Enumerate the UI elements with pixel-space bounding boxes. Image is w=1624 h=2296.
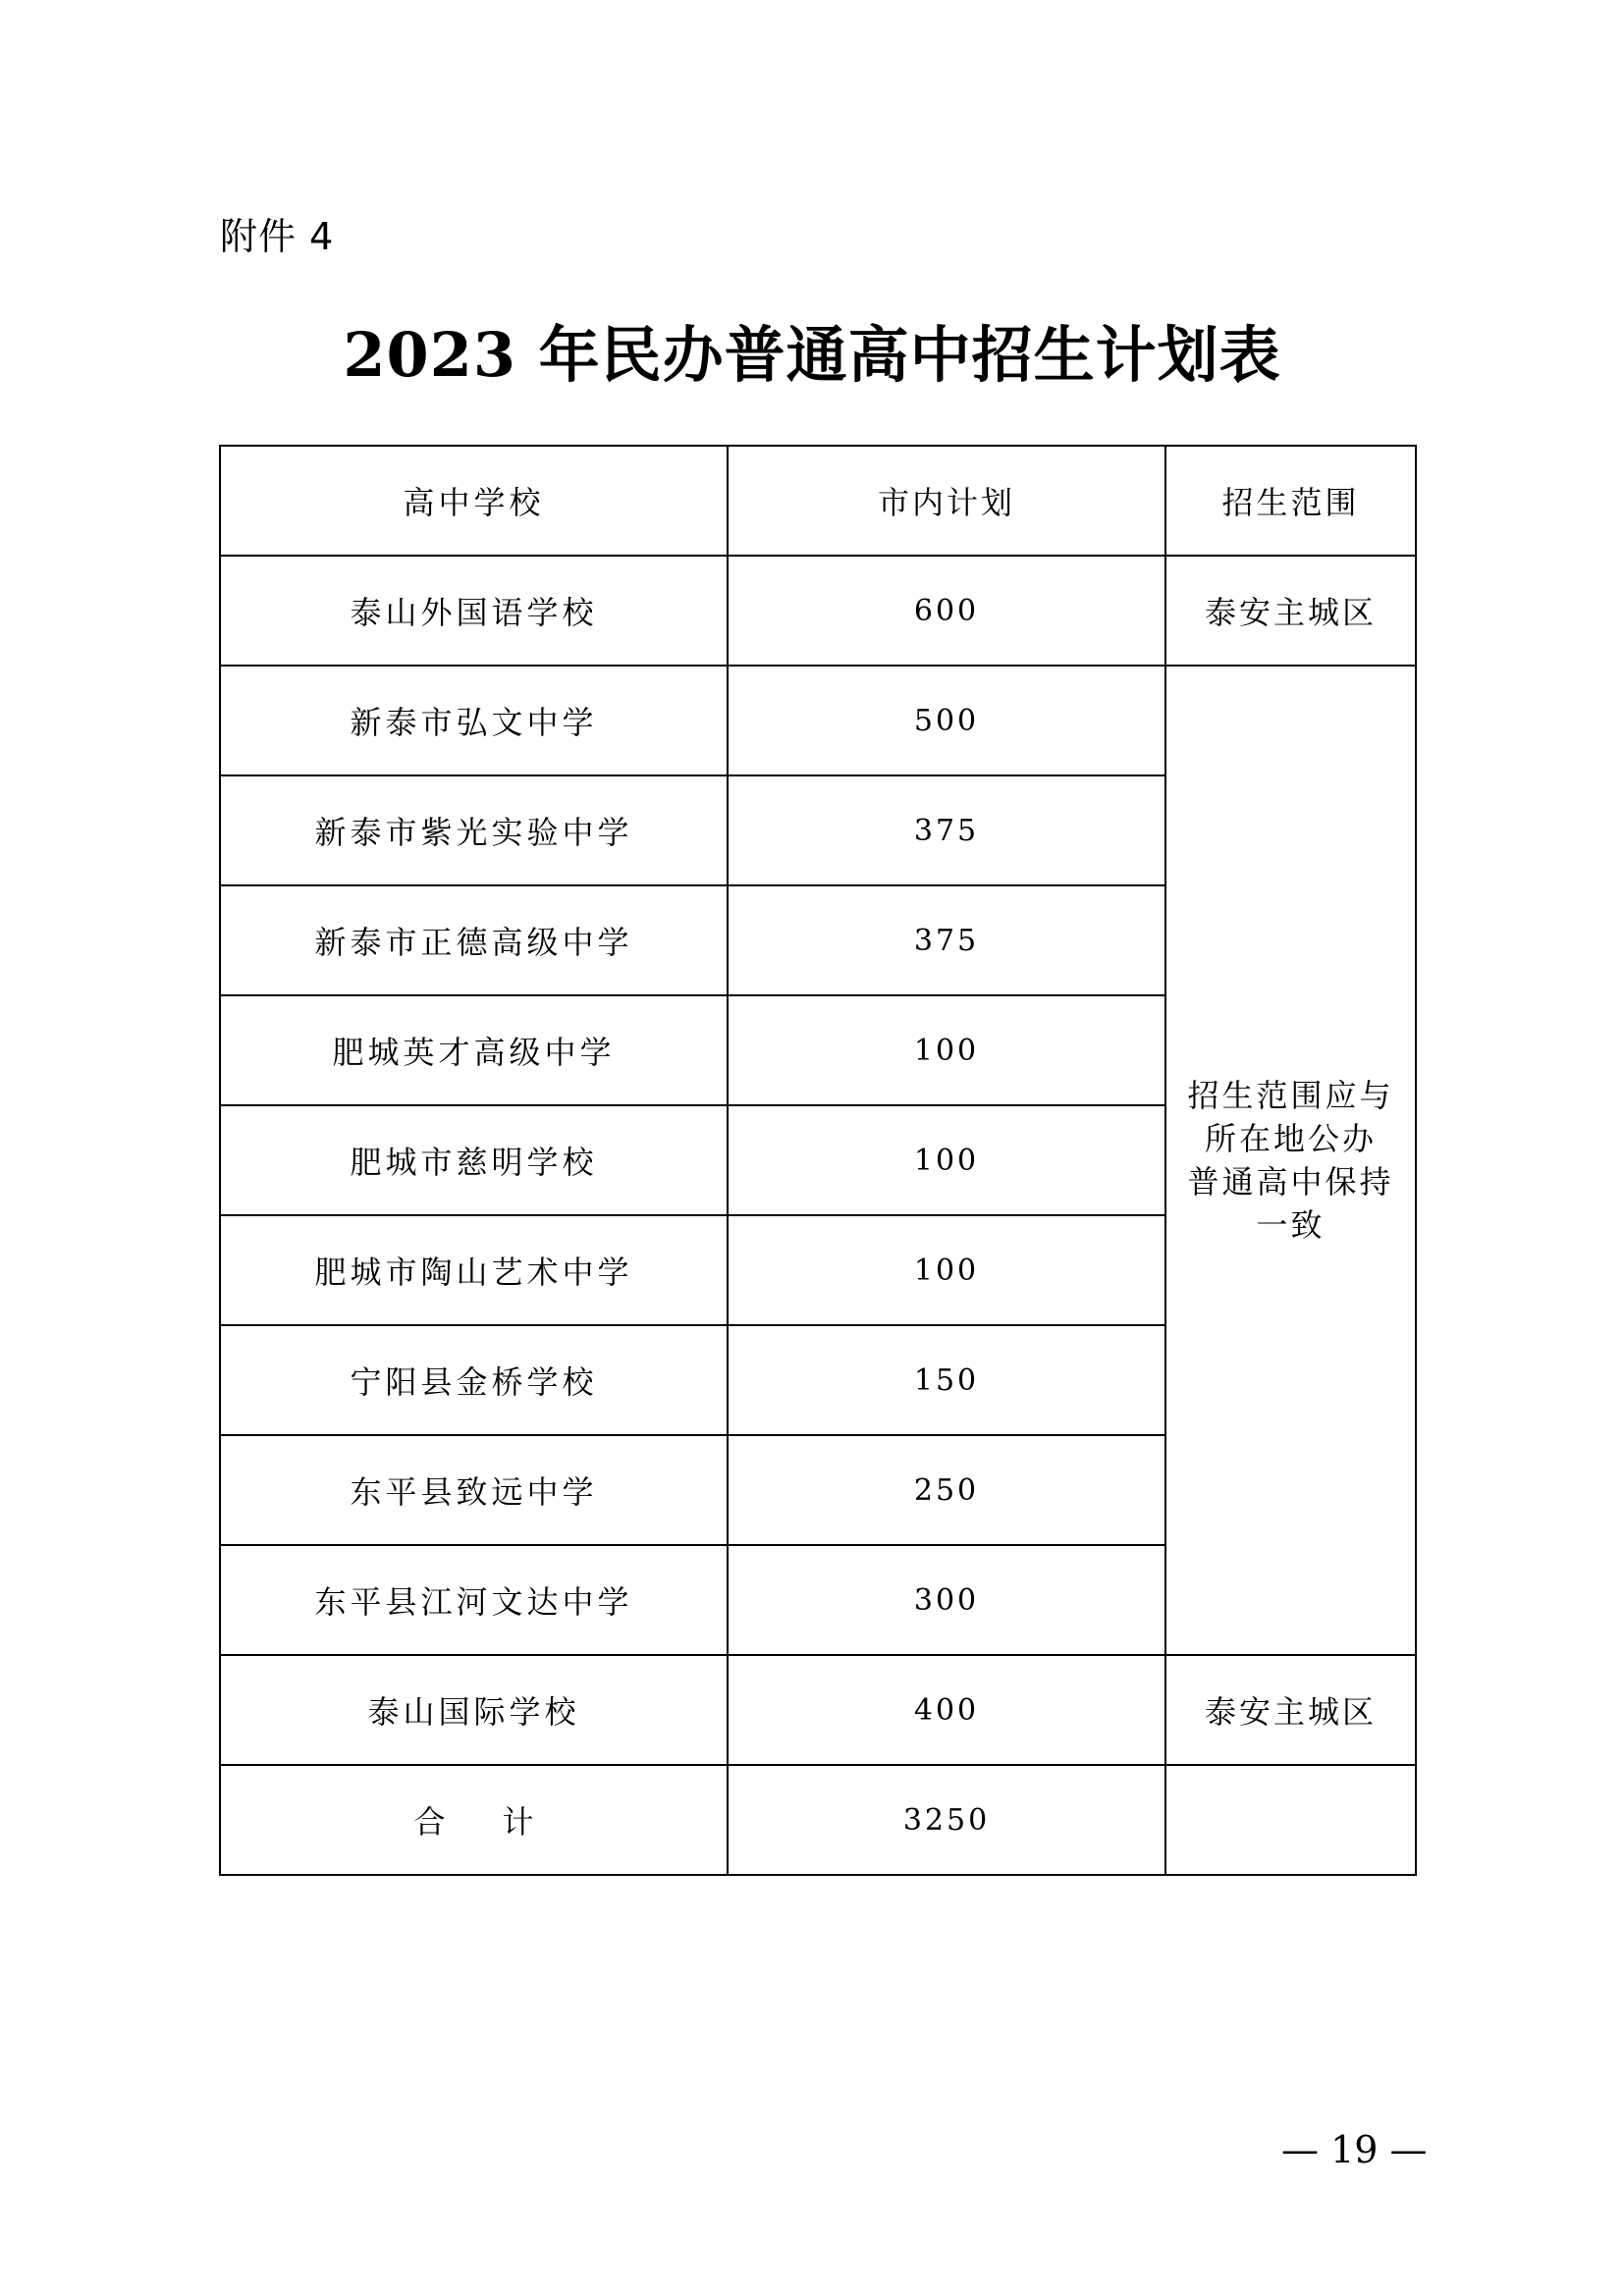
plan-cell: 100 [728, 1215, 1165, 1325]
range-cell: 泰安主城区 [1165, 1655, 1416, 1765]
merged-range-cell [1165, 666, 1416, 1655]
school-cell: 东平县致远中学 [220, 1435, 728, 1545]
plan-cell: 375 [728, 885, 1165, 995]
plan-cell: 100 [728, 1105, 1165, 1215]
table-total-row [220, 1765, 1416, 1875]
school-cell: 新泰市紫光实验中学 [220, 775, 728, 885]
school-cell: 东平县江河文达中学 [220, 1545, 728, 1655]
school-cell: 肥城市慈明学校 [220, 1105, 728, 1215]
total-label-part: 合 [413, 1803, 446, 1841]
header-school: 高中学校 [220, 446, 728, 556]
school-cell: 宁阳县金桥学校 [220, 1325, 728, 1435]
school-cell: 肥城市陶山艺术中学 [220, 1215, 728, 1325]
merged-range-line: 普通高中保持 [1187, 1163, 1394, 1201]
header-plan: 市内计划 [728, 446, 1165, 556]
school-cell: 新泰市正德高级中学 [220, 885, 728, 995]
table-row [220, 666, 1416, 775]
plan-cell: 400 [728, 1655, 1165, 1765]
document-title: 2023 年民办普通高中招生计划表 [343, 319, 1281, 391]
table-header-row [220, 446, 1416, 556]
total-label-part: 计 [502, 1803, 534, 1841]
table-row [220, 1655, 1416, 1765]
total-range-cell [1165, 1765, 1416, 1875]
merged-range-line: 招生范围应与 [1187, 1077, 1394, 1114]
school-cell: 肥城英才高级中学 [220, 995, 728, 1105]
plan-cell: 100 [728, 995, 1165, 1105]
plan-cell: 150 [728, 1325, 1165, 1435]
enrollment-plan-table [219, 445, 1417, 1876]
school-cell: 泰山外国语学校 [220, 556, 728, 666]
plan-cell: 375 [728, 775, 1165, 885]
plan-cell: 500 [728, 666, 1165, 775]
plan-cell: 600 [728, 556, 1165, 666]
table-row [220, 556, 1416, 666]
total-label-cell [220, 1765, 728, 1875]
school-cell: 泰山国际学校 [220, 1655, 728, 1765]
plan-cell: 300 [728, 1545, 1165, 1655]
merged-range-line: 所在地公办 [1204, 1120, 1377, 1157]
page-number: — 19 — [1281, 2128, 1428, 2171]
range-cell: 泰安主城区 [1165, 556, 1416, 666]
school-cell: 新泰市弘文中学 [220, 666, 728, 775]
attachment-label: 附件 4 [220, 215, 335, 258]
merged-range-line: 一致 [1256, 1206, 1326, 1244]
plan-cell: 250 [728, 1435, 1165, 1545]
total-plan-cell: 3250 [728, 1765, 1165, 1875]
header-range: 招生范围 [1165, 446, 1416, 556]
